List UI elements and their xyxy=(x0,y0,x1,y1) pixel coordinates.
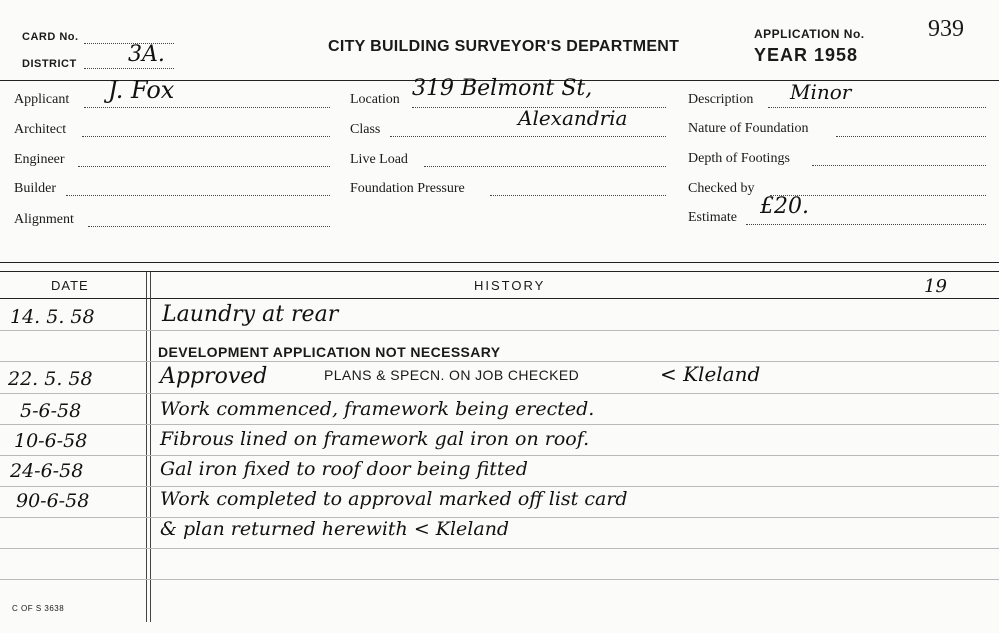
date-column-header: DATE xyxy=(51,278,89,293)
depth-of-footings-label: Depth of Footings xyxy=(688,151,790,166)
entry-text: Fibrous lined on framework gal iron on roof. xyxy=(160,428,590,450)
entry-text: Laundry at rear xyxy=(162,302,339,327)
checked-by-label: Checked by xyxy=(688,181,755,196)
history-column-header: HISTORY xyxy=(474,278,546,293)
architect-label: Architect xyxy=(14,122,67,137)
class-label: Class xyxy=(350,122,381,137)
development-stamp: DEVELOPMENT APPLICATION NOT NECESSARY xyxy=(158,344,501,360)
plans-checked-stamp: PLANS & SPECN. ON JOB CHECKED xyxy=(324,367,580,383)
description-label: Description xyxy=(688,92,754,107)
signature: < Kleland xyxy=(660,362,761,386)
history-year-prefix: 19 xyxy=(924,276,947,297)
entry-date: 14. 5. 58 xyxy=(10,306,95,328)
entry-date: 10-6-58 xyxy=(14,430,88,452)
card-no-label: CARD No. xyxy=(22,31,79,43)
location-value: 319 Belmont St, xyxy=(412,76,593,101)
live-load-label: Live Load xyxy=(350,152,408,167)
district-value: 3A. xyxy=(128,42,165,67)
entry-text: Approved xyxy=(160,364,268,389)
entry-date: 24-6-58 xyxy=(10,460,84,482)
application-no-label: APPLICATION No. xyxy=(754,27,865,41)
builder-label: Builder xyxy=(14,181,56,196)
applicant-value: J. Fox xyxy=(108,76,175,104)
department-title: CITY BUILDING SURVEYOR'S DEPARTMENT xyxy=(328,38,680,55)
entry-text: Work commenced, framework being erected. xyxy=(160,398,595,420)
location-label: Location xyxy=(350,92,400,107)
estimate-value: £20. xyxy=(760,194,809,219)
entry-text: Gal iron fixed to roof door being fitted xyxy=(160,458,528,480)
applicant-label: Applicant xyxy=(14,92,70,107)
foundation-pressure-label: Foundation Pressure xyxy=(350,181,465,196)
nature-of-foundation-label: Nature of Foundation xyxy=(688,121,809,136)
entry-text: Work completed to approval marked off list card xyxy=(160,488,628,510)
entry-date: 5-6-58 xyxy=(20,400,82,422)
district-label: DISTRICT xyxy=(22,58,77,70)
entry-text-continuation: & plan returned herewith < Kleland xyxy=(160,518,510,540)
entry-date: 90-6-58 xyxy=(16,490,90,512)
description-value: Minor xyxy=(790,80,852,104)
alignment-label: Alignment xyxy=(14,212,74,227)
date-column-divider xyxy=(146,272,147,622)
application-no-value: 939 xyxy=(928,16,964,42)
year-label: YEAR 1958 xyxy=(754,45,859,65)
estimate-label: Estimate xyxy=(688,210,737,225)
entry-date: 22. 5. 58 xyxy=(8,368,93,390)
class-value: Alexandria xyxy=(518,106,628,130)
form-code: C OF S 3638 xyxy=(12,604,65,613)
engineer-label: Engineer xyxy=(14,152,65,167)
